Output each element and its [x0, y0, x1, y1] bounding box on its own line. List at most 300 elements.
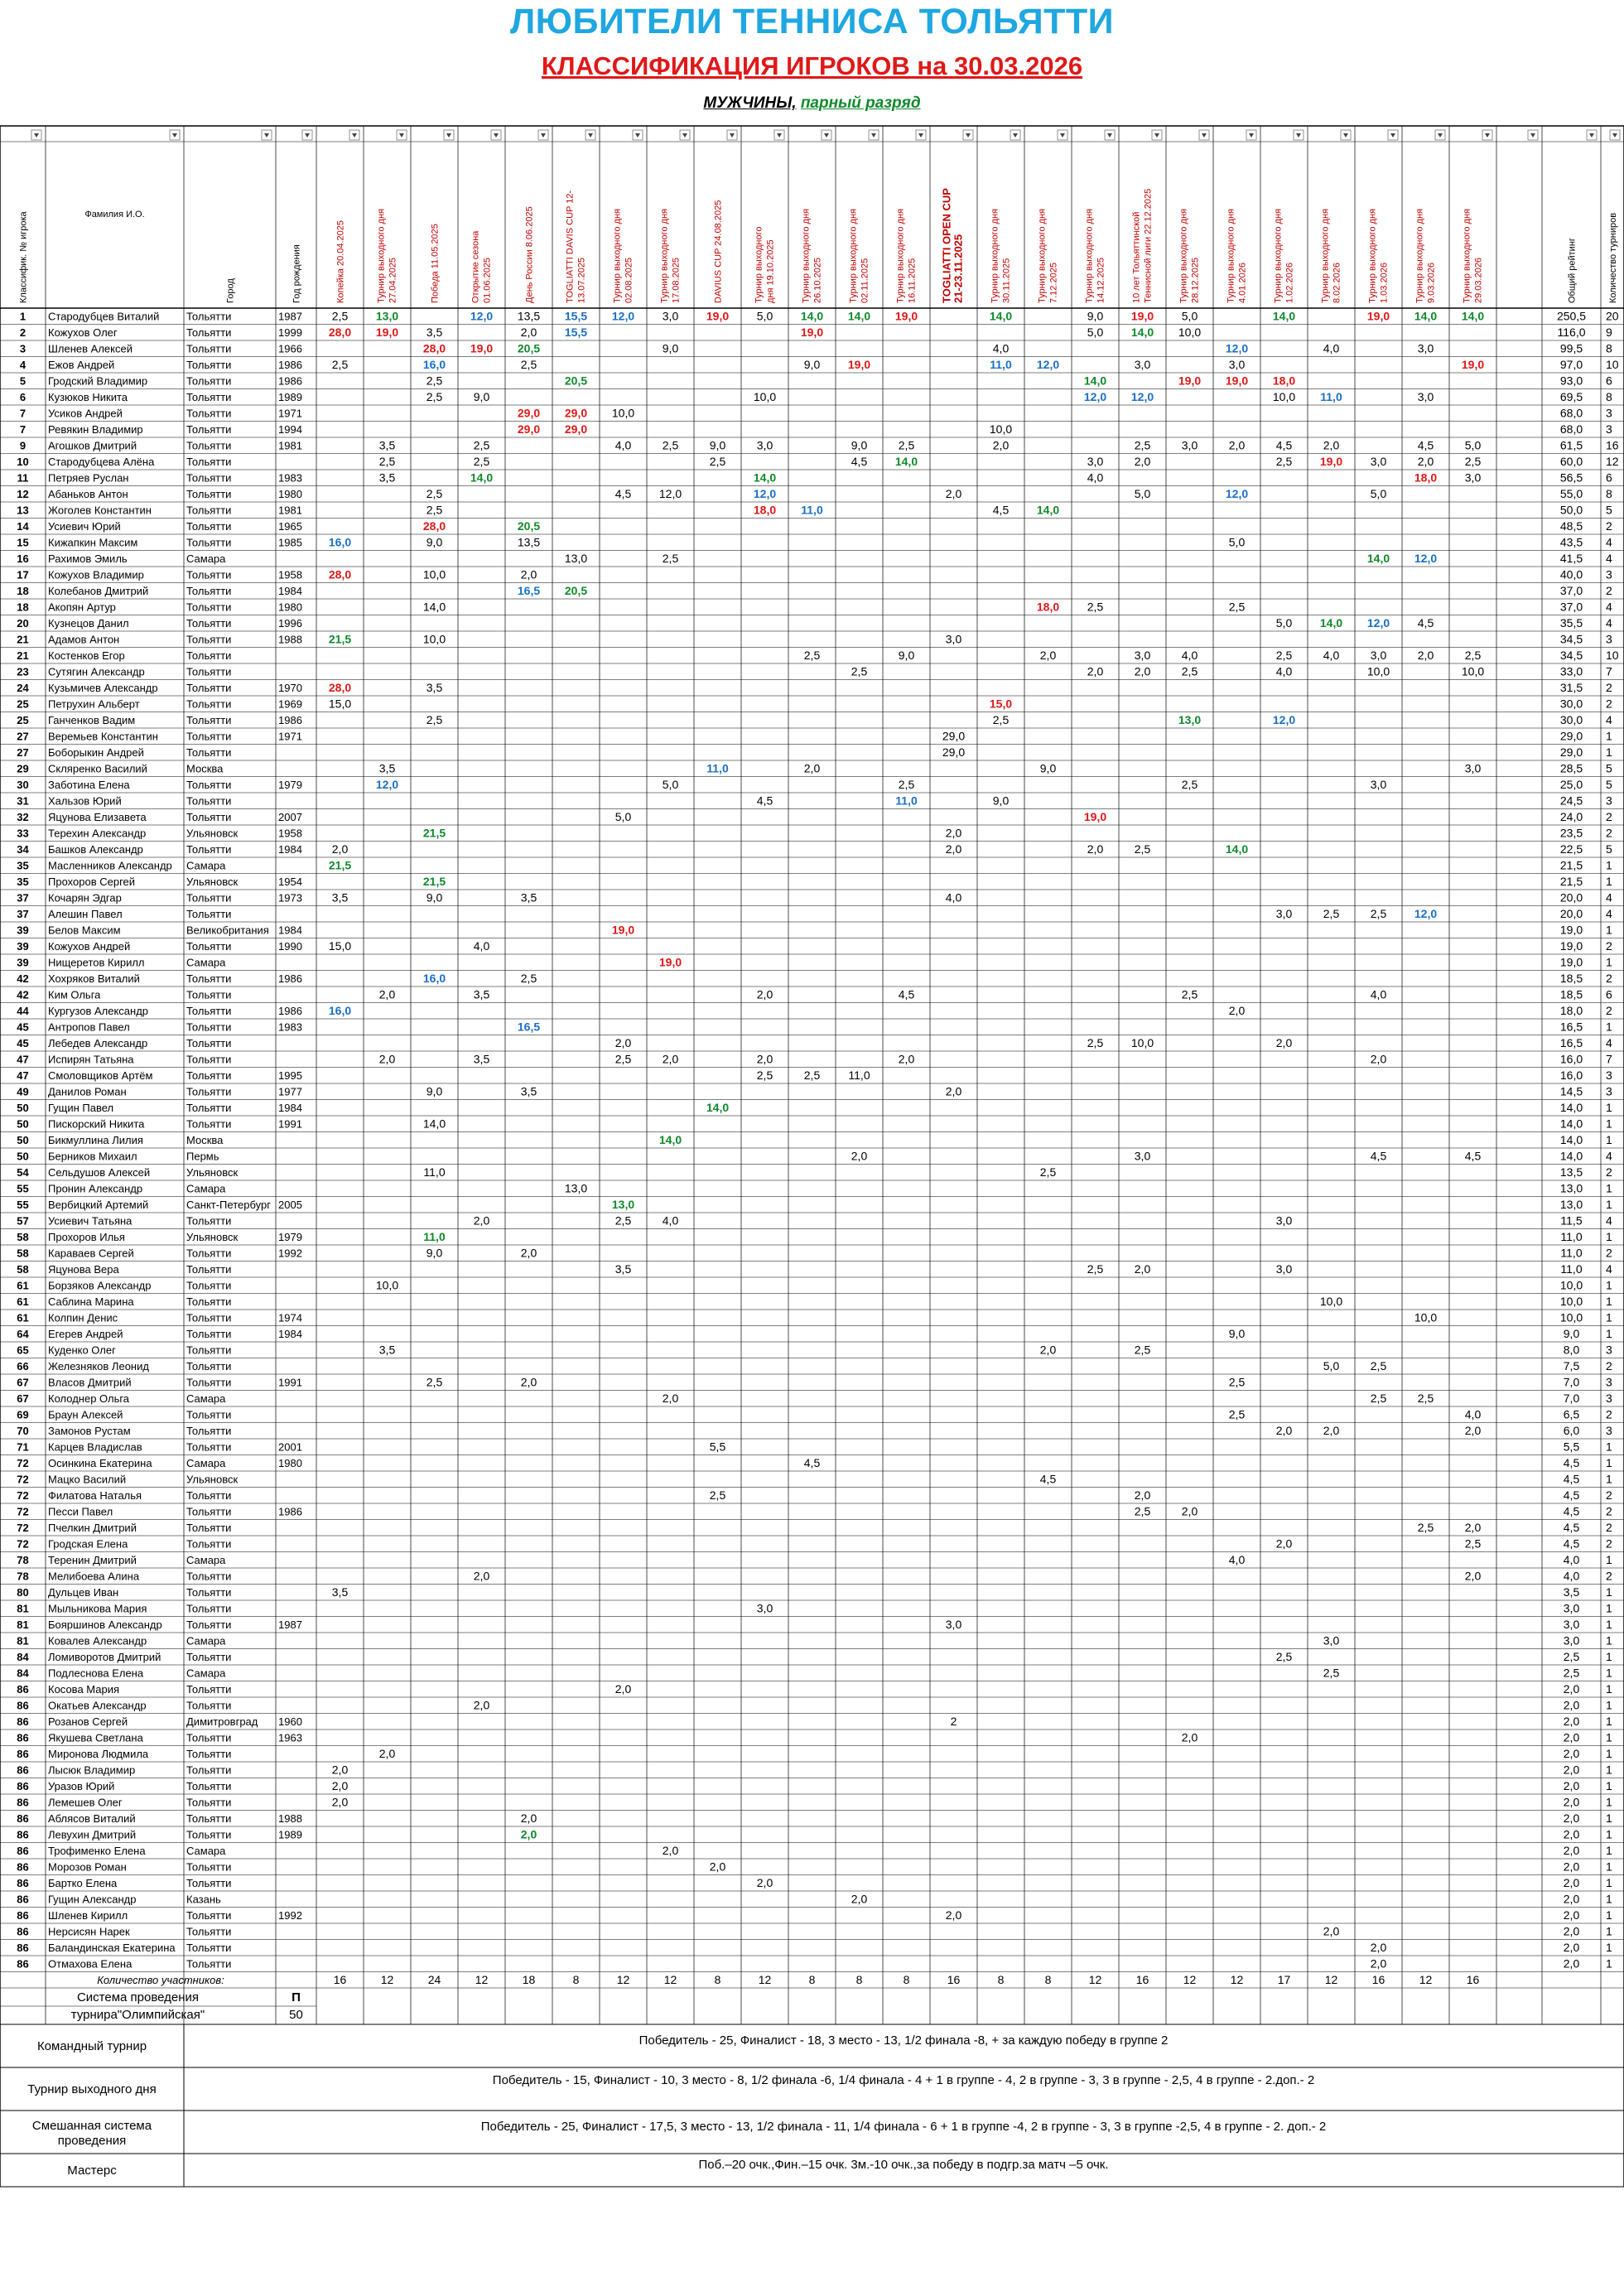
player-rank: 33	[17, 827, 29, 840]
count-cell: 2	[1606, 939, 1612, 953]
player-rank: 10	[17, 456, 29, 468]
total-cell: 97,0	[1559, 358, 1583, 371]
score-cell: 29,0	[942, 745, 966, 759]
player-name: Яцунова Вера	[48, 1263, 119, 1276]
score-cell: 3,0	[1275, 1262, 1293, 1276]
player-name: Кузюков Никита	[48, 391, 128, 403]
player-rank: 64	[17, 1328, 29, 1340]
score-cell: 2,0	[378, 1747, 396, 1760]
score-cell: 4,5	[992, 503, 1010, 517]
count-cell: 1	[1606, 1924, 1612, 1938]
player-name: Прохоров Илья	[48, 1231, 125, 1243]
player-city: Тольятти	[186, 488, 232, 500]
header-tournament: Турнир выходного дня	[1414, 209, 1425, 303]
total-cell: 11,0	[1560, 1230, 1583, 1243]
player-rank: 44	[17, 1005, 29, 1017]
player-name: Сельдушов Алексей	[48, 1166, 151, 1179]
total-cell: 61,5	[1559, 438, 1583, 452]
total-cell: 4,5	[1563, 1504, 1580, 1518]
total-cell: 2,0	[1563, 1860, 1580, 1874]
count-cell: 4	[1606, 890, 1612, 905]
score-cell: 2,0	[473, 1213, 490, 1228]
score-cell: 9,0	[898, 649, 915, 662]
player-name: Усиевич Юрий	[48, 520, 121, 533]
score-cell: 3,5	[520, 1084, 537, 1098]
player-year: 1966	[278, 342, 302, 355]
header-tournament-date: 9.03.2026	[1426, 263, 1437, 303]
player-rank: 39	[17, 924, 29, 937]
system-p: П	[292, 1990, 301, 2004]
player-city: Тольятти	[186, 1085, 232, 1098]
player-city: Москва	[186, 762, 224, 775]
score-cell: 4,5	[1417, 616, 1434, 630]
player-year: 1977	[278, 1085, 302, 1098]
score-cell: 2,5	[1228, 1407, 1246, 1421]
participants-count: 8	[572, 1973, 580, 1986]
player-name: Прохоров Сергей	[48, 876, 136, 888]
score-cell: 3,0	[1275, 1213, 1293, 1228]
score-cell: 10,0	[422, 632, 446, 646]
score-cell: 2,0	[1134, 1488, 1151, 1502]
player-city: Самара	[186, 1182, 226, 1195]
player-name: Колоднер Ольга	[48, 1392, 130, 1405]
score-cell: 2,5	[473, 455, 490, 468]
total-cell: 50,0	[1559, 503, 1583, 517]
legend-label: проведения	[57, 2134, 127, 2148]
player-name: Стародубцева Алёна	[48, 456, 155, 468]
count-cell: 1	[1606, 1456, 1612, 1469]
score-cell: 9,0	[473, 390, 490, 403]
player-rank: 55	[17, 1199, 29, 1211]
score-cell: 15,0	[328, 939, 352, 953]
score-cell: 11,0	[990, 358, 1012, 371]
player-city: Тольятти	[186, 1505, 232, 1518]
total-cell: 13,0	[1559, 1181, 1583, 1195]
player-year: 1989	[278, 391, 302, 403]
player-city: Самара	[186, 859, 226, 872]
player-year: 1981	[278, 504, 302, 517]
score-cell: 2,0	[1181, 1504, 1198, 1518]
player-city: Тольятти	[186, 359, 232, 371]
player-name: Хохряков Виталий	[48, 972, 140, 985]
score-cell: 2,0	[331, 1763, 349, 1777]
total-cell: 4,5	[1563, 1456, 1580, 1469]
score-cell: 4,5	[1464, 1149, 1482, 1163]
player-city: Тольятти	[186, 407, 232, 420]
player-rank: 84	[17, 1667, 29, 1680]
player-rank: 47	[17, 1053, 29, 1066]
score-cell: 2,0	[1323, 1924, 1340, 1938]
player-rank: 86	[17, 1909, 29, 1922]
total-cell: 2,0	[1563, 1924, 1580, 1938]
player-city: Тольятти	[186, 1005, 232, 1017]
total-cell: 16,0	[1559, 1052, 1583, 1066]
score-cell: 2,0	[898, 1052, 915, 1066]
player-year: 1987	[278, 1619, 302, 1631]
count-cell: 1	[1606, 1181, 1612, 1195]
count-cell: 1	[1606, 1198, 1612, 1211]
header-tournament: Турнир выходного дня	[1178, 209, 1189, 303]
player-name: Кижапкин Максим	[48, 536, 138, 549]
player-rank: 39	[17, 956, 29, 969]
player-city: Тольятти	[186, 1069, 232, 1082]
score-cell: 2,0	[1370, 1941, 1387, 1954]
player-year: 1992	[278, 1247, 302, 1260]
player-rank: 78	[17, 1554, 29, 1566]
player-rank: 61	[17, 1279, 29, 1292]
total-cell: 6,0	[1563, 1424, 1580, 1437]
header-tournament-date: 01.06.2025	[482, 257, 493, 303]
count-cell: 4	[1606, 616, 1612, 630]
score-cell: 2,5	[756, 1069, 773, 1082]
player-city: Ульяновск	[186, 827, 239, 840]
player-city: Тольятти	[186, 794, 232, 808]
score-cell: 14,0	[1319, 616, 1343, 630]
score-cell: 19,0	[800, 326, 824, 339]
player-year: 1984	[278, 1328, 302, 1340]
player-rank: 86	[17, 1812, 29, 1825]
player-name: Мыльникова Мария	[48, 1602, 147, 1615]
score-cell: 13,0	[1178, 713, 1202, 726]
total-cell: 23,5	[1559, 826, 1583, 840]
total-cell: 2,0	[1563, 1956, 1580, 1971]
score-cell: 2,0	[803, 761, 821, 775]
player-name: Ревякин Владимир	[48, 423, 143, 436]
participants-count: 16	[1466, 1973, 1480, 1986]
score-cell: 10,0	[375, 1278, 399, 1292]
player-city: Тольятти	[186, 1360, 232, 1372]
player-rank: 86	[17, 1683, 29, 1696]
player-city: Тольятти	[186, 1102, 232, 1114]
score-cell: 29,0	[564, 422, 588, 436]
count-cell: 1	[1606, 1440, 1612, 1454]
player-city: Тольятти	[186, 520, 232, 533]
score-cell: 2,0	[331, 1795, 349, 1809]
count-cell: 3	[1606, 1084, 1612, 1098]
player-city: Тольятти	[186, 1247, 232, 1260]
player-rank: 86	[17, 1828, 29, 1841]
count-cell: 1	[1606, 1956, 1612, 1971]
player-city: Тольятти	[186, 1214, 232, 1228]
count-cell: 2	[1606, 1004, 1612, 1017]
count-cell: 1	[1606, 1327, 1612, 1340]
score-cell: 21,5	[422, 826, 446, 840]
participants-count: 12	[1419, 1973, 1433, 1986]
score-cell: 3,0	[1181, 438, 1198, 452]
player-city: Тольятти	[186, 1344, 232, 1357]
participants-count: 18	[522, 1973, 536, 1986]
system-label: турнира"Олимпийская"	[70, 2008, 205, 2022]
total-cell: 18,0	[1559, 1004, 1583, 1017]
score-cell: 2,0	[1181, 1730, 1198, 1744]
count-cell: 3	[1606, 1424, 1612, 1437]
legend-text: Поб.–20 очк.,Фин.–15 очк. 3м.-10 очк.,за победу в подгр.за матч –5 очк.	[698, 2158, 1109, 2172]
player-year: 1986	[278, 714, 302, 726]
player-rank: 72	[17, 1537, 29, 1551]
score-cell: 4,0	[473, 939, 490, 953]
score-cell: 2,0	[1323, 438, 1340, 452]
score-cell: 16,5	[517, 1020, 541, 1034]
player-name: Якушева Светлана	[48, 1731, 143, 1744]
total-cell: 43,5	[1559, 535, 1583, 549]
player-city: Тольятти	[186, 1731, 232, 1744]
count-cell: 1	[1606, 729, 1612, 743]
count-cell: 3	[1606, 632, 1612, 646]
legend-text: Победитель - 25, Финалист - 18, 3 место - 13, 1/2 финала -8, + за каждую победу в группе 2	[639, 2033, 1169, 2048]
player-year: 1996	[278, 617, 302, 630]
player-rank: 86	[17, 1796, 29, 1809]
count-cell: 1	[1606, 875, 1612, 888]
count-cell: 1	[1606, 1698, 1612, 1712]
player-city: Тольятти	[186, 568, 232, 581]
score-cell: 10,0	[1178, 326, 1202, 339]
page-subtitle: КЛАССИФИКАЦИЯ ИГРОКОВ на 30.03.2026	[541, 51, 1083, 80]
player-rank: 20	[17, 617, 29, 630]
score-cell: 2,0	[1370, 1052, 1387, 1066]
count-cell: 16	[1606, 438, 1619, 452]
player-rank: 58	[17, 1231, 29, 1243]
player-year: 1994	[278, 423, 302, 436]
score-cell: 29,0	[942, 729, 966, 743]
player-name: Баландинская Екатерина	[48, 1942, 176, 1954]
count-cell: 1	[1606, 1666, 1612, 1680]
count-cell: 1	[1606, 1892, 1612, 1906]
score-cell: 5,0	[1370, 487, 1387, 500]
count-cell: 4	[1606, 1036, 1612, 1049]
score-cell: 19,0	[847, 358, 871, 371]
count-cell: 1	[1606, 1633, 1612, 1647]
count-cell: 4	[1606, 907, 1612, 920]
score-cell: 12,0	[1272, 713, 1296, 726]
score-cell: 3,0	[1464, 470, 1482, 485]
total-cell: 69,5	[1559, 390, 1583, 403]
player-rank: 6	[19, 391, 27, 403]
system-fifty: 50	[289, 2008, 303, 2022]
player-name: Колпин Денис	[48, 1311, 118, 1324]
score-cell: 14,0	[1036, 503, 1060, 517]
score-cell: 12,0	[1036, 358, 1060, 371]
player-city: Тольятти	[186, 633, 232, 646]
player-year: 1971	[278, 730, 302, 743]
count-cell: 2	[1606, 519, 1612, 533]
count-cell: 1	[1606, 1795, 1612, 1809]
player-city: Самара	[186, 1634, 226, 1647]
score-cell: 11,0	[895, 794, 918, 808]
player-year: 1989	[278, 1828, 302, 1841]
total-cell: 13,0	[1559, 1198, 1583, 1211]
count-cell: 2	[1606, 697, 1612, 711]
player-city: Ульяновск	[186, 1231, 239, 1243]
score-cell: 4,0	[1370, 987, 1387, 1001]
score-cell: 3,0	[1323, 1633, 1340, 1647]
header-tournament: Турнир выходного дня	[1320, 209, 1331, 303]
score-cell: 9,0	[1087, 309, 1104, 323]
player-city: Самара	[186, 1457, 226, 1469]
score-cell: 3,5	[331, 1585, 349, 1599]
header-tournament-date: 1.03.2026	[1379, 263, 1390, 303]
count-cell: 1	[1606, 1941, 1612, 1954]
score-cell: 2	[950, 1715, 957, 1728]
player-year: 1991	[278, 1376, 302, 1389]
score-cell: 2,5	[426, 713, 443, 726]
player-name: Рахимов Эмиль	[48, 552, 128, 565]
participants-count: 12	[758, 1973, 772, 1986]
score-cell: 19,0	[470, 341, 494, 355]
score-cell: 20,5	[564, 584, 588, 597]
score-cell: 28,0	[328, 326, 352, 339]
player-city: Тольятти	[186, 326, 232, 339]
player-name: Пискорский Никита	[48, 1117, 145, 1131]
participants-count: 12	[1230, 1973, 1244, 1986]
count-cell: 1	[1606, 1618, 1612, 1631]
player-year: 1965	[278, 520, 302, 533]
count-cell: 1	[1606, 1278, 1612, 1292]
player-city: Ульяновск	[186, 1473, 239, 1486]
player-name: Гродский Владимир	[48, 374, 148, 388]
header-tournament-date: 17.08.2025	[671, 257, 682, 303]
score-cell: 3,5	[614, 1262, 632, 1276]
player-rank: 86	[17, 1893, 29, 1906]
count-cell: 3	[1606, 1392, 1612, 1405]
score-cell: 2,5	[426, 374, 443, 388]
count-cell: 5	[1606, 778, 1612, 791]
score-cell: 4,0	[1228, 1553, 1246, 1566]
score-cell: 2,5	[1370, 907, 1387, 920]
score-cell: 9,0	[992, 794, 1010, 808]
score-cell: 15,5	[564, 326, 588, 339]
score-cell: 19,0	[658, 955, 682, 969]
player-city: Казань	[186, 1893, 221, 1906]
player-name: Бикмуллина Лилия	[48, 1134, 143, 1146]
header-tournament-date: Теннисной лиги 22.12.2025	[1143, 188, 1154, 303]
player-name: Шленев Кирилл	[48, 1909, 128, 1922]
score-cell: 4,0	[1464, 1407, 1482, 1421]
score-cell: 2,0	[520, 1246, 537, 1260]
player-rank: 7	[19, 407, 27, 420]
player-city: Тольятти	[186, 1586, 232, 1599]
header-tournament-date: 28.12.2025	[1190, 257, 1201, 303]
score-cell: 5,0	[756, 309, 773, 323]
total-cell: 33,0	[1559, 664, 1583, 678]
count-cell: 2	[1606, 1407, 1612, 1421]
score-cell: 28,0	[422, 519, 446, 533]
count-cell: 1	[1606, 1553, 1612, 1566]
score-cell: 3,5	[378, 1343, 396, 1357]
score-cell: 2,5	[1275, 649, 1293, 662]
score-cell: 13,0	[564, 552, 588, 565]
score-cell: 2,0	[756, 1052, 773, 1066]
score-cell: 12,0	[1414, 907, 1438, 920]
player-city: Тольятти	[186, 1020, 232, 1034]
score-cell: 9,0	[709, 438, 726, 452]
score-cell: 2,5	[331, 309, 349, 323]
total-cell: 2,0	[1563, 1779, 1580, 1792]
total-cell: 3,0	[1563, 1601, 1580, 1615]
count-cell: 1	[1606, 1747, 1612, 1760]
player-rank: 3	[19, 342, 27, 355]
header-tournament-date: 02.08.2025	[624, 257, 634, 303]
score-cell: 3,0	[1417, 341, 1434, 355]
score-cell: 13,0	[564, 1181, 588, 1195]
score-cell: 10,0	[1319, 1295, 1343, 1308]
player-year: 1970	[278, 682, 302, 694]
score-cell: 28,0	[328, 567, 352, 581]
count-cell: 1	[1606, 1230, 1612, 1243]
player-name: Жоголев Константин	[48, 504, 152, 517]
score-cell: 4,0	[1181, 649, 1198, 662]
player-name: Миронова Людмила	[48, 1748, 149, 1760]
player-name: Уразов Юрий	[48, 1780, 115, 1792]
score-cell: 13,5	[517, 309, 541, 323]
player-rank: 13	[17, 504, 29, 517]
player-rank: 86	[17, 1942, 29, 1954]
header-tournament-date: 30.11.2025	[1001, 258, 1012, 303]
player-city: Санкт-Петербург	[186, 1199, 271, 1211]
player-rank: 31	[17, 794, 29, 808]
total-cell: 2,0	[1563, 1747, 1580, 1760]
total-cell: 31,5	[1559, 681, 1583, 694]
participants-count: 8	[855, 1973, 863, 1986]
score-cell: 2,5	[1134, 1343, 1151, 1357]
header-tournament-date: 27.04.2025	[388, 257, 398, 303]
score-cell: 28,0	[422, 341, 446, 355]
player-city: Тольятти	[186, 1295, 232, 1308]
score-cell: 3,0	[1087, 455, 1104, 468]
player-rank: 5	[19, 374, 27, 388]
player-rank: 23	[17, 665, 29, 678]
score-cell: 3,0	[1134, 649, 1151, 662]
score-cell: 19,0	[1366, 309, 1390, 323]
score-cell: 2,5	[1323, 1666, 1340, 1680]
score-cell: 2,5	[520, 358, 537, 371]
score-cell: 5,0	[614, 810, 632, 823]
count-cell: 2	[1606, 1246, 1612, 1260]
player-name: Ким Ольга	[48, 988, 101, 1001]
total-cell: 13,5	[1559, 1165, 1583, 1179]
player-city: Тольятти	[186, 988, 232, 1001]
count-cell: 3	[1606, 1343, 1612, 1357]
total-cell: 28,5	[1559, 761, 1583, 775]
score-cell: 2,0	[851, 1149, 868, 1163]
count-cell: 8	[1606, 390, 1612, 403]
score-cell: 4,5	[898, 987, 915, 1001]
count-cell: 1	[1606, 1908, 1612, 1922]
score-cell: 2,0	[1464, 1424, 1482, 1437]
score-cell: 2,5	[803, 1069, 821, 1082]
total-cell: 4,0	[1563, 1553, 1580, 1566]
participants-count: 8	[903, 1973, 910, 1986]
player-city: Тольятти	[186, 1683, 232, 1696]
count-cell: 1	[1606, 1310, 1612, 1324]
legend-text: Победитель - 15, Финалист - 10, 3 место - 8, 1/2 финала -6, 1/4 финала - 4 + 1 в группе - 4, 2 в группе - 3, 3 в группе - 2,5, 4 в группе - 2.доп.- 2	[492, 2073, 1315, 2087]
score-cell: 2,0	[520, 1375, 537, 1389]
total-cell: 2,0	[1563, 1941, 1580, 1954]
score-cell: 2,0	[662, 1844, 679, 1857]
score-cell: 2,0	[520, 567, 537, 581]
total-cell: 2,0	[1563, 1811, 1580, 1825]
player-name: Борзяков Александр	[48, 1279, 152, 1292]
score-cell: 2,0	[1275, 1536, 1293, 1551]
score-cell: 10,0	[1272, 390, 1296, 403]
score-cell: 14,0	[1461, 309, 1485, 323]
participants-count: 17	[1277, 1973, 1291, 1986]
total-cell: 3,0	[1563, 1618, 1580, 1631]
player-name: Филатова Наталья	[48, 1489, 142, 1502]
count-cell: 9	[1606, 326, 1612, 339]
total-cell: 2,0	[1563, 1730, 1580, 1744]
player-name: Вербицкий Артемий	[48, 1199, 149, 1211]
score-cell: 2,0	[1087, 842, 1104, 856]
